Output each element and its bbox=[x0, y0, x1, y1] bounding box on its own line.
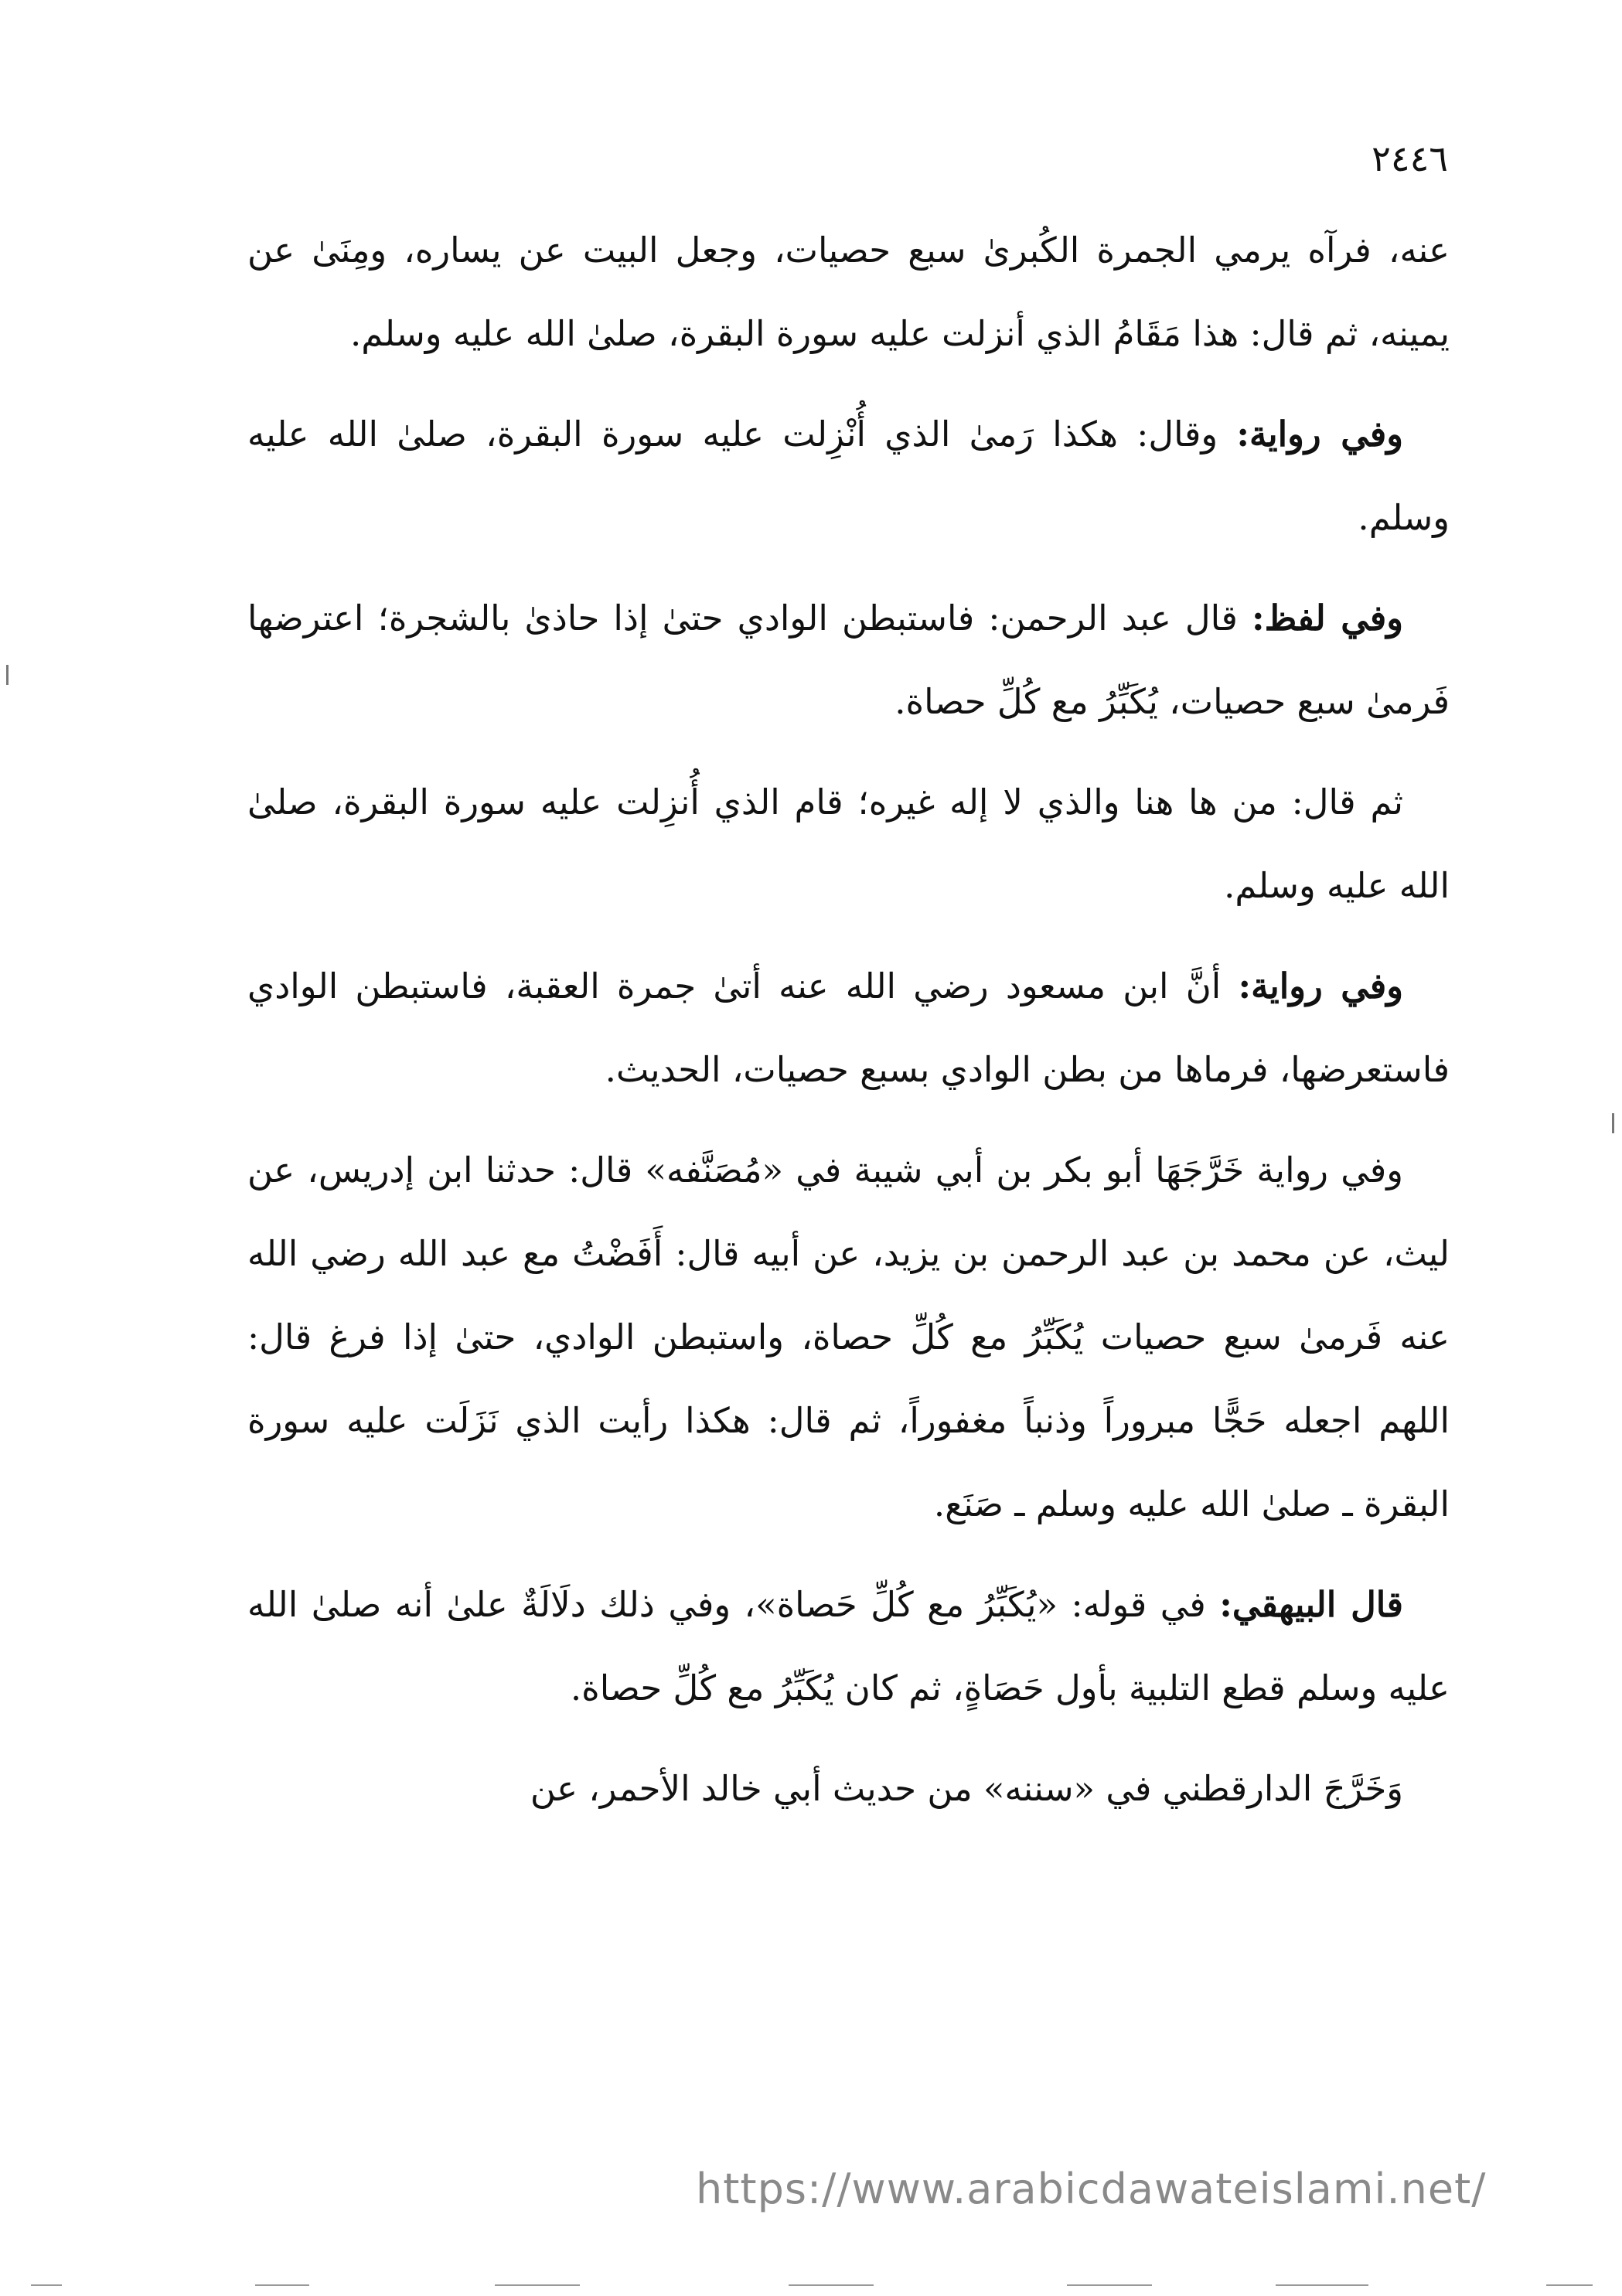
scan-bottom-rule bbox=[1546, 2284, 1593, 2286]
paragraph bbox=[247, 1747, 1450, 1831]
paragraph-text: في قوله: «يُكَبِّرُ مع كُلِّ حَصاة»، وفي ذلك دلَالَةٌ علىٰ أنه صلىٰ الله عليه وسلم قطع التلبية بأول حَصَاةٍ، ثم كان يُكَبِّرُ مع كُلِّ حصاة. bbox=[247, 1584, 1450, 1708]
paragraph bbox=[247, 945, 1450, 1112]
scan-bottom-rule bbox=[1276, 2284, 1368, 2286]
paragraph bbox=[247, 761, 1450, 928]
paragraph-text: وفي رواية خَرَّجَهَا أبو بكر بن أبي شيبة في «مُصَنَّفه» قال: حدثنا ابن إدريس، عن ليث، عن محمد بن عبد الرحمن بن يزيد، عن أبيه قال: أَفَضْتُ مع عبد الله رضي الله عنه فَرمىٰ سبع حصيات يُكَبِّرُ مع كُلِّ حصاة، واستبطن الوادي، حتىٰ إذا فرغ قال: اللهم اجعله حَجًّا مبروراً وذنباً مغفوراً، ثم قال: هكذا رأيت الذي نَزَلَت عليه سورة البقرة ـ صلىٰ الله عليه وسلم ـ صَنَع. bbox=[247, 1150, 1450, 1524]
paragraph bbox=[247, 1563, 1450, 1730]
paragraph-text: ثم قال: من ها هنا والذي لا إله غيره؛ قام الذي أُنزِلت عليه سورة البقرة، صلىٰ الله عليه وسلم. bbox=[247, 782, 1450, 906]
paragraph-text: وَخَرَّجَ الدارقطني في «سننه» من حديث أبي خالد الأحمر، عن bbox=[530, 1768, 1403, 1809]
page-number: ٢٤٤٦ bbox=[1372, 138, 1448, 179]
paragraph-text: عنه، فرآه يرمي الجمرة الكُبرىٰ سبع حصيات، وجعل البيت عن يساره، ومِنَىٰ عن يمينه، ثم قال: هذا مَقَامُ الذي أنزلت عليه سورة البقرة، صلىٰ الله عليه وسلم. bbox=[247, 230, 1450, 354]
scan-bottom-rule bbox=[1067, 2284, 1152, 2286]
paragraph bbox=[247, 1129, 1450, 1546]
main-text bbox=[247, 209, 1450, 1848]
paragraph-lead: وفي لفظ: bbox=[1251, 598, 1404, 639]
paragraph bbox=[247, 577, 1450, 744]
scan-bottom-rule bbox=[495, 2284, 580, 2286]
paragraph-lead: قال البيهقي: bbox=[1219, 1584, 1403, 1625]
paragraph-lead: وفي رواية: bbox=[1238, 966, 1403, 1007]
paragraph bbox=[247, 393, 1450, 560]
paragraph-text: وقال: هكذا رَمىٰ الذي أُنْزِلت عليه سورة البقرة، صلىٰ الله عليه وسلم. bbox=[247, 414, 1450, 538]
scan-edge-mark bbox=[6, 665, 9, 685]
scan-bottom-rule bbox=[31, 2284, 62, 2286]
scan-bottom-rule bbox=[255, 2284, 309, 2286]
scan-edge-mark bbox=[1612, 1113, 1614, 1133]
paragraph-text: أنَّ ابن مسعود رضي الله عنه أتىٰ جمرة العقبة، فاستبطن الوادي فاستعرضها، فرماها من بطن الوادي بسبع حصيات، الحديث. bbox=[247, 966, 1450, 1090]
paragraph-lead: وفي رواية: bbox=[1236, 414, 1403, 455]
paragraph bbox=[247, 209, 1450, 376]
watermark-url: https://www.arabicdawateislami.net/ bbox=[696, 2165, 1487, 2213]
scan-bottom-rule bbox=[789, 2284, 874, 2286]
paragraph-text: قال عبد الرحمن: فاستبطن الوادي حتىٰ إذا حاذىٰ بالشجرة؛ اعترضها فَرمىٰ سبع حصيات، يُكَبِّرُ مع كُلِّ حصاة. bbox=[247, 598, 1450, 722]
